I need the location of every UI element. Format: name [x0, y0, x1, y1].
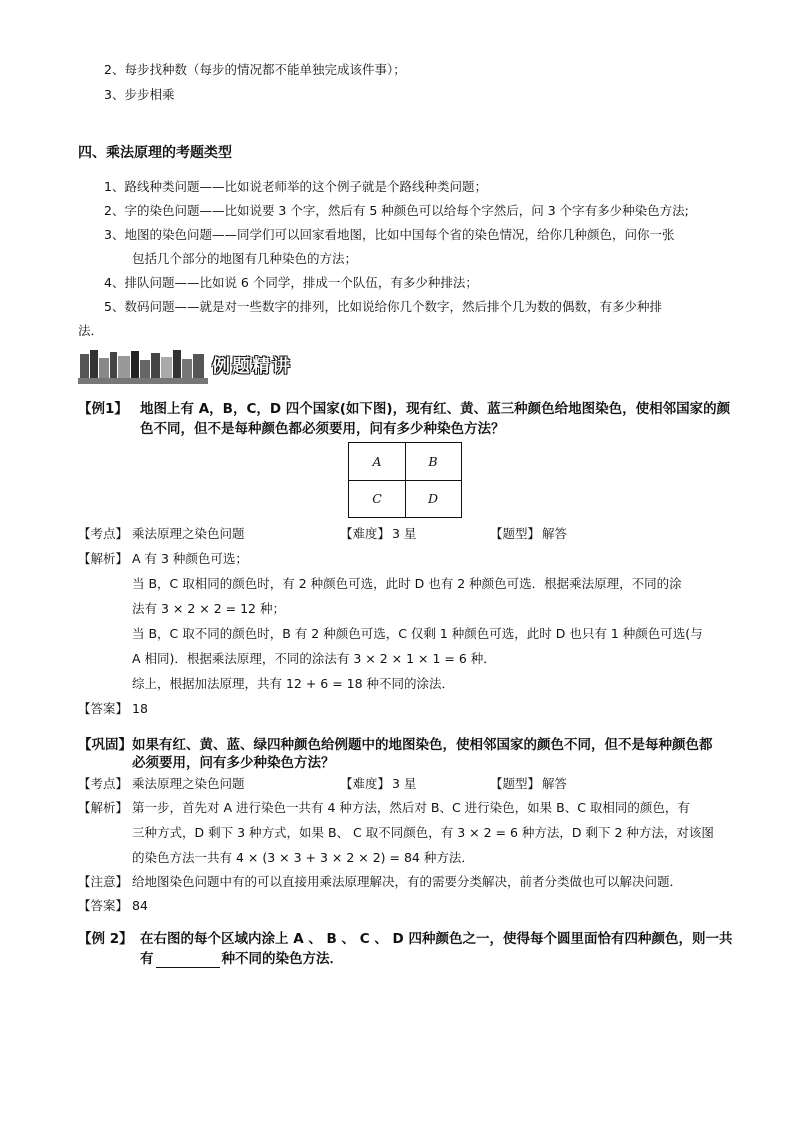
kaodian-tag: 【考点】 [78, 776, 129, 791]
solution-line: A 有 3 种颜色可选； [132, 551, 248, 566]
country-map-grid [348, 442, 462, 518]
grid-cell-a: A [372, 454, 382, 469]
solution-line: A 相同)．根据乘法原理，不同的涂法有 3 × 2 × 1 × 1 = 6 种． [132, 651, 496, 666]
daan-tag: 【答案】 [78, 898, 129, 913]
solution-line: 第一步，首先对 A 进行染色一共有 4 种方法，然后对 B、C 进行染色，如果 B、C 取相同的颜色，有 [132, 800, 690, 815]
example-tag: 【例1】 [78, 401, 128, 417]
gonggu-tag: 【巩固】 [78, 737, 132, 753]
list-item: 2、字的染色问题——比如说要 3 个字，然后有 5 种颜色可以给每个字然后，问 3 个字有多少种染色方法; [104, 203, 689, 218]
grid-cell-d: D [427, 491, 439, 506]
note-text: 给地图染色问题中有的可以直接用乘法原理解决，有的需要分类解决，前者分类做也可以解决问题． [132, 874, 683, 889]
question-line: 色不同，但不是每种颜色都必须要用，问有多少种染色方法？ [140, 421, 505, 437]
nandu-value: 3 星 [392, 526, 417, 541]
jiexi-tag: 【解析】 [78, 551, 129, 566]
solution-line: 法有 3 × 2 × 2 = 12 种； [132, 601, 285, 616]
jiexi-tag: 【解析】 [78, 800, 129, 815]
tixing-value: 解答 [542, 526, 568, 541]
solution-line: 综上，根据加法原理，共有 12 + 6 = 18 种不同的涂法． [132, 676, 455, 691]
section-heading: 四、乘法原理的考题类型 [78, 145, 232, 161]
solution-line: 三种方式，D 剩下 3 种方式，如果 B、 C 取不同颜色，有 3 × 2 = 6 种方法，D 剩下 2 种方法，对该图 [132, 825, 714, 840]
list-item: 4、排队问题——比如说 6 个同学，排成一个队伍，有多少种排法； [104, 275, 478, 290]
tixing-value: 解答 [542, 776, 568, 791]
nandu-value: 3 星 [392, 776, 417, 791]
answer-value: 84 [132, 898, 148, 913]
grid-cell-b: B [428, 454, 438, 469]
step-3: 3、步步相乘 [104, 87, 175, 102]
question-line: 地图上有 A，B，C，D 四个国家(如下图)，现有红、黄、蓝三种颜色给地图染色，使相邻国家的颜 [140, 401, 731, 417]
grid-cell-c: C [372, 491, 382, 506]
answer-blank[interactable] [156, 953, 220, 968]
question-line: 如果有红、黄、蓝、绿四种颜色给例题中的地图染色，使相邻国家的颜色不同，但不是每种颜色都 [132, 737, 713, 753]
nandu-tag: 【难度】 [340, 776, 391, 791]
list-item: 1、路线种类问题——比如说老师举的这个例子就是个路线种类问题； [104, 179, 487, 194]
question-line-2 [140, 950, 343, 968]
question-text: 有 [140, 951, 154, 967]
example-banner [78, 348, 318, 384]
question-line: 必须要用，问有多少种染色方法？ [132, 755, 335, 771]
books-logo-icon [78, 348, 208, 384]
example-tag: 【例 2】 [78, 931, 133, 947]
zhuyi-tag: 【注意】 [78, 874, 129, 889]
list-item: 3、地图的染色问题——同学们可以回家看地图，比如中国每个省的染色情况，给你几种颜色，问你一张 [104, 227, 675, 242]
question-text: 种不同的染色方法． [221, 951, 343, 967]
list-item-continuation: 包括几个部分的地图有几种染色的方法； [132, 251, 358, 266]
daan-tag: 【答案】 [78, 701, 129, 716]
tixing-tag: 【题型】 [490, 526, 541, 541]
solution-line: 当 B，C 取相同的颜色时，有 2 种颜色可选，此时 D 也有 2 种颜色可选．根据乘法原理，不同的涂 [132, 576, 682, 591]
answer-value: 18 [132, 701, 148, 716]
nandu-tag: 【难度】 [340, 526, 391, 541]
kaodian-value: 乘法原理之染色问题 [132, 776, 245, 791]
list-item: 5、数码问题——就是对一些数字的排列，比如说给你几个数字，然后排个几为数的偶数，有多少种排 [104, 299, 662, 314]
kaodian-value: 乘法原理之染色问题 [132, 526, 245, 541]
step-2: 2、每步找种数（每步的情况都不能单独完成该件事）； [104, 62, 406, 77]
banner-title: 例题精讲 [212, 356, 292, 377]
list-item-continuation: 法． [78, 323, 104, 338]
question-line: 在右图的每个区域内涂上 A 、 B 、 C 、 D 四种颜色之一，使得每个圆里面恰有四种颜色，则一共 [140, 931, 733, 947]
kaodian-tag: 【考点】 [78, 526, 129, 541]
solution-line: 当 B，C 取不同的颜色时，B 有 2 种颜色可选，C 仅剩 1 种颜色可选，此时 D 也只有 1 种颜色可选(与 [132, 626, 703, 641]
tixing-tag: 【题型】 [490, 776, 541, 791]
solution-line: 的染色方法一共有 4 × (3 × 3 + 3 × 2 × 2) = 84 种方法． [132, 850, 474, 865]
